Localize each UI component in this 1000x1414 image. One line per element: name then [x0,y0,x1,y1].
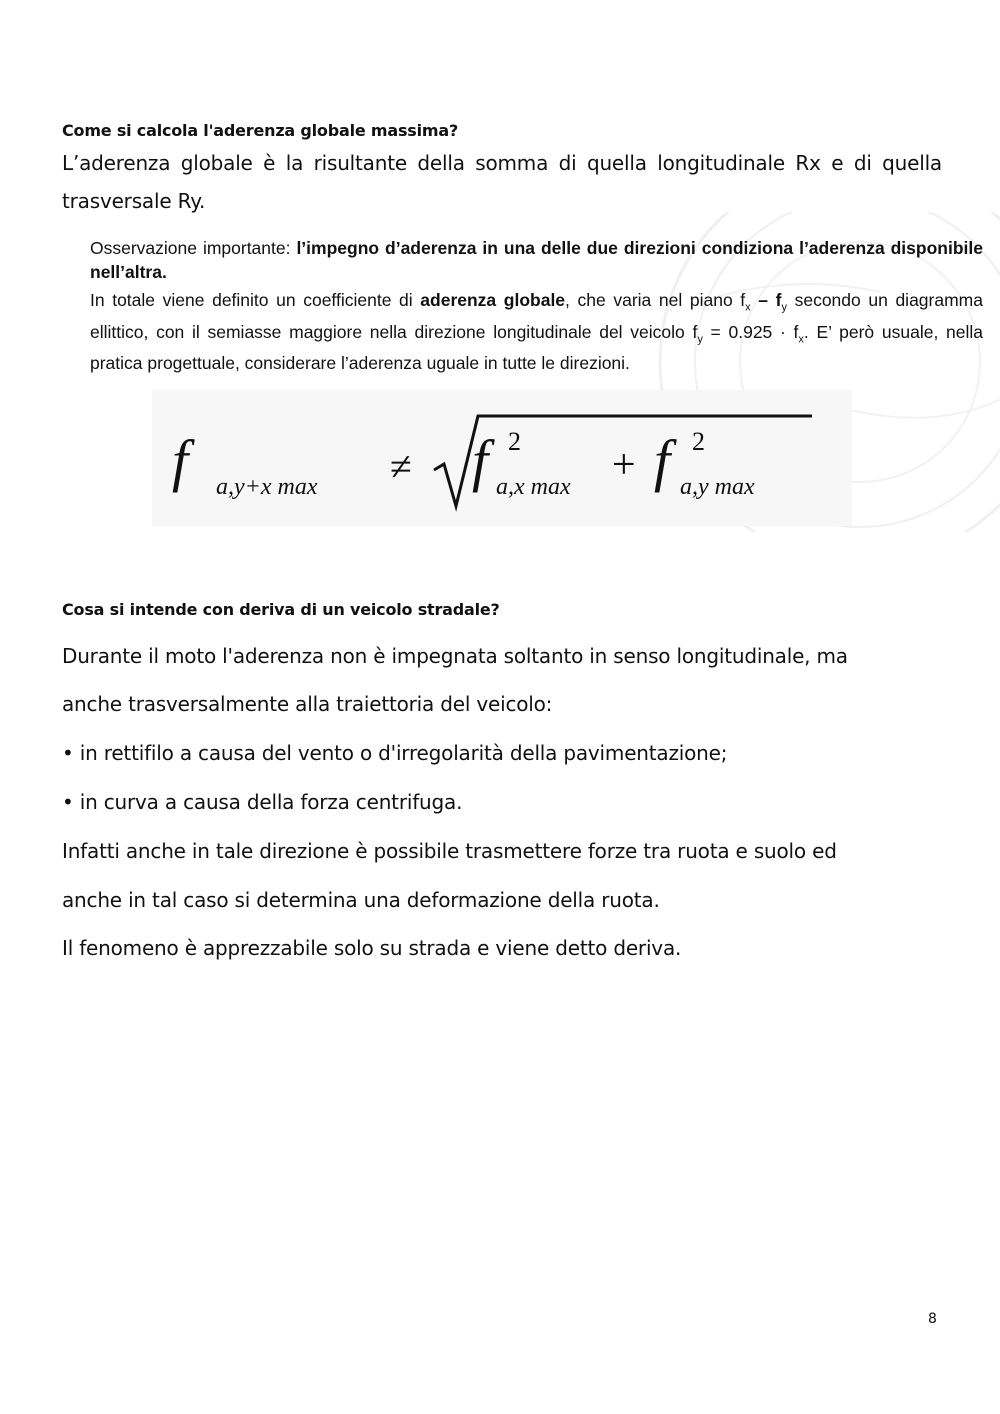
formula-term2-superscript: 2 [692,427,705,456]
note-paragraph-2 [90,288,983,375]
note-subscript: y [697,333,703,345]
formula-neq: ≠ [390,444,412,489]
bullet-item-1: • in rettifilo a causa del vento o d'irregolarità della pavimentazione; [62,741,728,765]
note-bold-term: aderenza globale [420,290,566,310]
paragraph-line: Durante il moto l'aderenza non è impegnata soltanto in senso longitudinale, ma [62,644,848,668]
note-text: = 0.925 · f [702,321,799,342]
question-title-2: Cosa si intende con deriva di un veicolo stradale? [62,600,500,619]
note-subscript: x [745,301,751,314]
note-text: , che varia nel piano f [565,290,746,310]
formula-term1-f: f [472,428,489,493]
formula-term2-f: f [654,428,671,493]
note-subscript: x [798,333,804,345]
note-text: In totale viene definito un coefficiente di [90,290,421,310]
note-subscript: y [781,301,787,314]
question-title-1: Come si calcola l'aderenza globale massima? [62,121,459,140]
formula-term2-subscript: a,y max [680,474,755,500]
formula-term1-subscript: a,x max [496,474,571,500]
formula-lhs-f: f [172,428,189,493]
paragraph-line: Infatti anche in tale direzione è possibile trasmettere forze tra ruota e suolo ed [62,839,837,863]
page-number: 8 [928,1311,937,1327]
paragraph-line: anche trasversalmente alla traiettoria del veicolo: [62,692,553,716]
note-paragraph-1 [90,236,983,284]
note-text: secondo un diagramma ellittico, con il semiasse maggiore nella direzione longitudinale del veicolo f [90,290,983,342]
formula-term1-superscript: 2 [508,427,521,456]
formula-plus: + [612,442,636,488]
note-excerpt [90,236,983,379]
paragraph-line: Il fenomeno è apprezzabile solo su strada e viene detto deriva. [62,936,682,960]
answer-paragraph-1: L’aderenza globale è la risultante della somma di quella longitudinale Rx e di quella trasversale Ry. [62,151,942,213]
note-text: . E’ però usuale, nella pratica progettuale, considerare l’aderenza uguale in tutte le direzioni. [90,321,983,373]
note-text: – f [750,290,782,310]
bullet-item-2: • in curva a causa della forza centrifuga. [62,790,463,814]
formula-lhs-subscript: a,y+x max [216,474,318,500]
formula-equation [172,398,852,518]
note-intro: Osservazione importante: [90,238,297,258]
formula-image [152,390,852,526]
note-bold-statement: l’impegno d’aderenza in una delle due direzioni condiziona l’aderenza disponibile nell’altra. [90,238,983,282]
paragraph-line: anche in tal caso si determina una deformazione della ruota. [62,888,660,912]
